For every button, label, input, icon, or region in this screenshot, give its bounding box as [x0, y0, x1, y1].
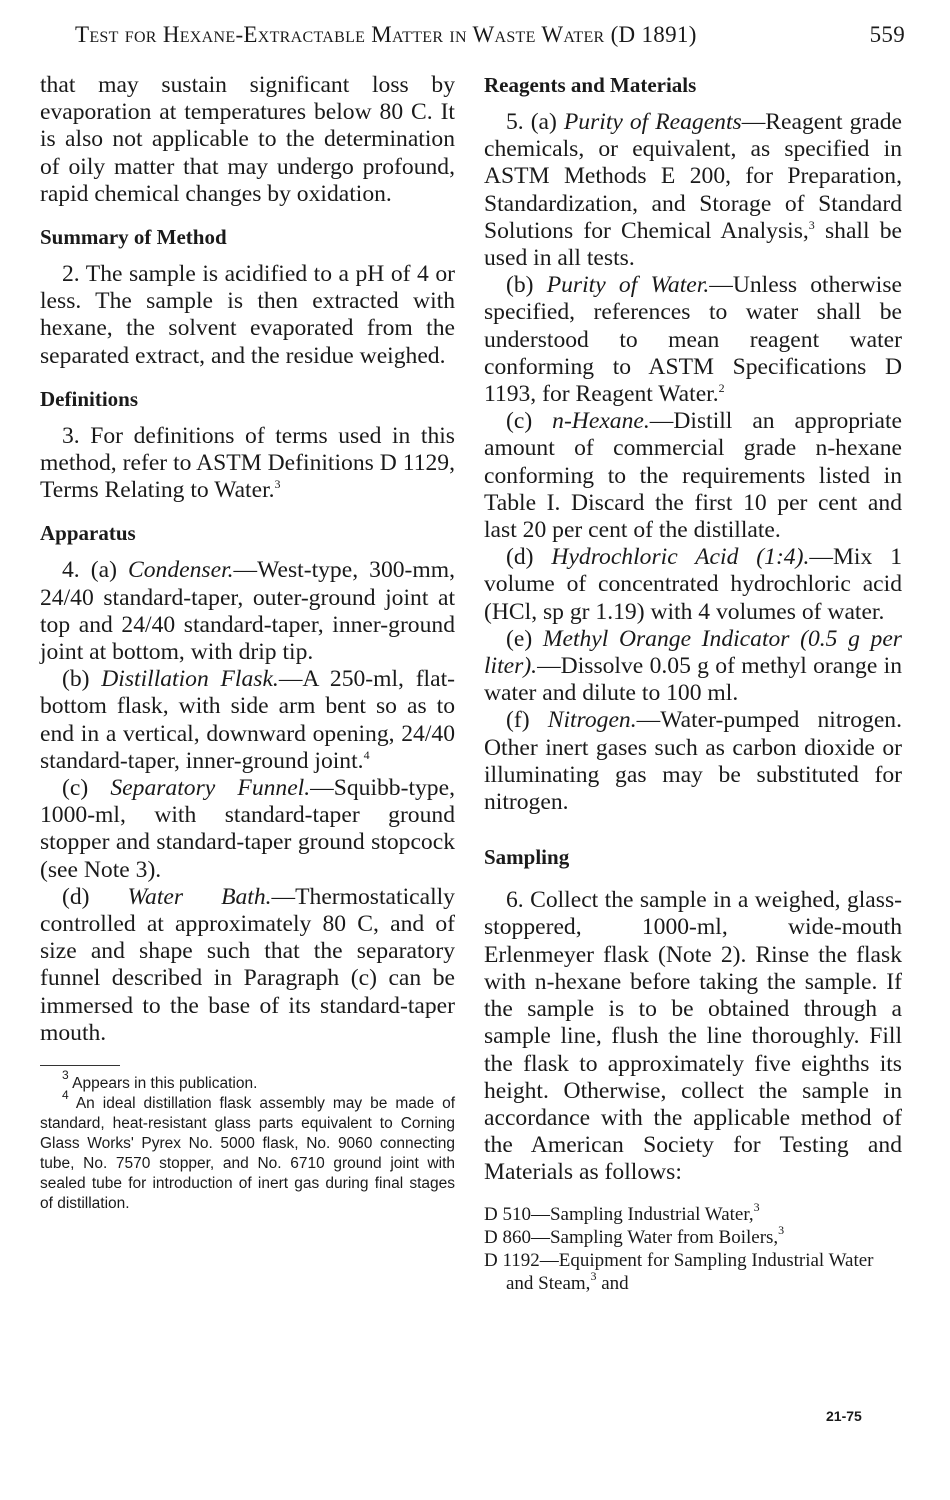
- reference-text: D 510—Sampling Industrial Water,: [484, 1203, 754, 1225]
- footnote-ref: 3: [590, 1268, 597, 1283]
- reference-item: [484, 1222, 902, 1249]
- footnote-rule: [40, 1065, 120, 1066]
- summary-heading: Summary of Method: [40, 225, 227, 250]
- footnote-mark: 3: [62, 1068, 69, 1083]
- reagent-water: [484, 272, 902, 408]
- item-number: (f): [506, 707, 530, 734]
- reagent-methyl-orange: [484, 626, 902, 708]
- reagents-heading: Reagents and Materials: [484, 73, 697, 97]
- footnote-ref: 4: [363, 747, 370, 762]
- footnote-ref: 3: [778, 1222, 785, 1237]
- item-title: Water Bath.: [127, 883, 272, 910]
- footnote-3: [40, 1068, 455, 1094]
- apparatus-item-flask: [40, 666, 455, 775]
- reference-item: [484, 1199, 902, 1226]
- apparatus-heading: Apparatus: [40, 521, 136, 546]
- reference-text: D 860—Sampling Water from Boilers,: [484, 1226, 779, 1248]
- footnote-ref: 3: [274, 477, 281, 492]
- sampling-heading: Sampling: [484, 845, 570, 870]
- reference-item: [484, 1249, 902, 1295]
- item-text: —West-type, 300-mm, 24/40 standard-taper, outer-ground joint at top and 24/40 standard-taper, inner-ground joint at bottom, with drip tip.: [40, 557, 455, 666]
- item-number: (b): [506, 272, 534, 299]
- left-column: [40, 72, 455, 1214]
- footnote-mark: 4: [62, 1088, 69, 1103]
- reference-text: D 1192—Equipment for Sampling Industrial Water and Steam,: [484, 1249, 874, 1294]
- item-number: (d): [506, 544, 534, 571]
- reagent-hcl: [484, 544, 902, 626]
- item-number: 4. (a): [62, 557, 117, 584]
- reference-tail: and: [596, 1272, 629, 1294]
- scope-continued-paragraph: that may sustain significant loss by evaporation at temperatures below 80 C. It is also not applicable to the determination of oily matter that may undergo profound, rapid chemical changes by oxidation.: [40, 72, 455, 207]
- item-title: Purity of Reagents: [563, 109, 742, 135]
- item-number: (d): [62, 883, 90, 910]
- item-number: (c): [506, 408, 533, 435]
- definitions-text: 3. For definitions of terms used in this method, refer to ASTM Definitions D 1129, Terms Relating to Water.: [40, 422, 455, 504]
- item-number: (c): [62, 775, 89, 802]
- summary-paragraph: 2. The sample is acidified to a pH of 4 or less. The sample is then extracted with hexane, the solvent evaporated from the separated extract, and the residue weighed.: [40, 261, 455, 369]
- item-text: —Thermostatically controlled at approximately 80 C, and of size and shape such that the separatory funnel described in Paragraph (c) can be immersed to the base of its standard-taper mouth.: [40, 883, 455, 1046]
- apparatus-item-condenser: [40, 557, 455, 666]
- item-title: Methyl Orange Indicator (0.5 g per liter).: [484, 625, 902, 680]
- item-text: —Water-pumped nitrogen. Other inert gases such as carbon dioxide or illuminating gas may be substituted for nitrogen.: [484, 707, 902, 816]
- item-title: Nitrogen.: [547, 707, 637, 734]
- item-title: Separatory Funnel.: [110, 775, 311, 802]
- item-title: Condenser.: [128, 557, 234, 584]
- item-number: 5. (a): [506, 109, 557, 135]
- running-head-title: Test for Hexane-Extractable Matter in Waste Water (D 1891): [75, 22, 697, 47]
- sampling-paragraph: 6. Collect the sample in a weighed, glass-stoppered, 1000-ml, wide-mouth Erlenmeyer flask (Note 2). Rinse the flask with n-hexane before taking the sample. If the sample is to be obtained through a sample line, flush the line thoroughly. Fill the flask to approximately five eighths its height. Otherwise, collect the sample in accordance with the applicable method of the American Society for Testing and Materials as follows:: [484, 887, 902, 1186]
- right-column: [484, 72, 902, 1295]
- item-text-tail: shall be used in all tests.: [484, 217, 902, 272]
- footnote-text: Appears in this publication.: [72, 1075, 258, 1093]
- apparatus-item-funnel: [40, 775, 455, 884]
- reagent-hexane: [484, 408, 902, 544]
- folio: 21-75: [826, 1408, 862, 1424]
- page-number: 559: [869, 22, 905, 47]
- footnote-ref: 3: [808, 217, 815, 232]
- footnotes: [40, 1068, 456, 1214]
- footnote-ref: 3: [753, 1199, 760, 1214]
- item-text: —Dissolve 0.05 g of methyl orange in water and dilute to 100 ml.: [484, 653, 902, 707]
- apparatus-item-water-bath: [40, 884, 455, 1047]
- footnote-4: [40, 1088, 456, 1214]
- definitions-paragraph: [40, 423, 455, 505]
- item-text: —Mix 1 volume of concentrated hydrochloric acid (HCl, sp gr 1.19) with 4 volumes of water.: [484, 544, 902, 625]
- reagent-purity: [484, 109, 902, 272]
- item-number: (b): [62, 666, 90, 693]
- footnote-ref: 2: [718, 381, 725, 396]
- item-text: —Reagent grade chemicals, or equivalent, as specified in ASTM Methods E 200, for Preparation, Standardization, and Storage of Standard Solutions for Chemical Analysis,: [484, 109, 902, 244]
- reagent-nitrogen: [484, 707, 902, 816]
- item-number: (e): [506, 625, 533, 652]
- item-title: Distillation Flask.: [101, 666, 279, 693]
- item-text: —Squibb-type, 1000-ml, with standard-taper ground stopper and standard-taper ground stopcock (see Note 3).: [40, 775, 455, 883]
- item-title: n-Hexane.: [552, 408, 650, 435]
- item-text: —Unless otherwise specified, references to water shall be understood to mean reagent water conforming to ASTM Specifications D 1193, for Reagent Water.: [484, 272, 902, 408]
- footnote-text: An ideal distillation flask assembly may be made of standard, heat-resistant glass parts equivalent to Corning Glass Works' Pyrex No. 5000 flask, No. 9060 connecting tube, No. 7570 stopper, and No. 6710 ground joint with sealed tube for introduction of inert gas during final stages of distillation.: [40, 1095, 456, 1213]
- item-text: —A 250-ml, flat-bottom flask, with side arm bent so as to end in a vertical, downward opening, 24/40 standard-taper, inner-ground joint.: [40, 666, 455, 774]
- definitions-heading: Definitions: [40, 386, 139, 411]
- reference-list: [484, 1199, 902, 1295]
- item-text: —Distill an appropriate amount of commercial grade n-hexane conforming to the requirements listed in Table I. Discard the first 10 per cent and last 20 per cent of the distillate.: [484, 408, 902, 544]
- item-title: Hydrochloric Acid (1:4).: [551, 544, 810, 571]
- running-head: [75, 22, 905, 48]
- item-title: Purity of Water.: [546, 272, 710, 299]
